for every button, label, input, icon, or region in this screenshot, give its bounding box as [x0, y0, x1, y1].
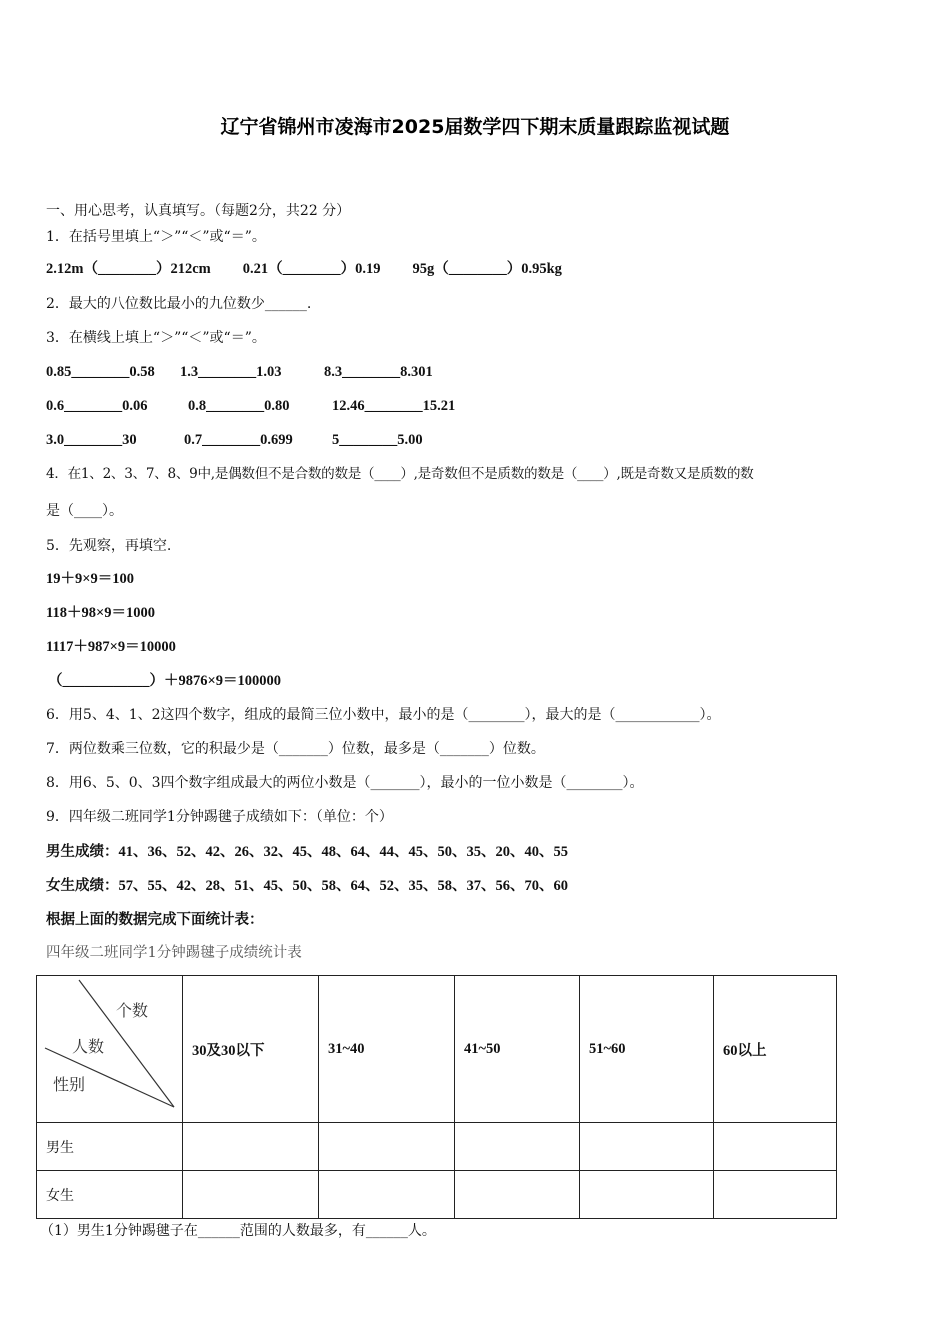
q9-subquestion-1[interactable]: （1）男生1分钟踢毽子在______范围的人数最多，有______人。 [40, 1223, 436, 1239]
q3-item[interactable]: 8.3________8.301 [324, 364, 433, 380]
corner-label-gender: 性别 [53, 1075, 86, 1094]
q3-item[interactable]: 12.46________15.21 [332, 398, 456, 414]
table-cell[interactable] [183, 1123, 319, 1171]
q3-row-2 [46, 396, 455, 416]
q3-item[interactable]: 0.6________0.06 [46, 398, 148, 414]
column-header: 51~60 [580, 976, 714, 1123]
column-header: 41~50 [455, 976, 580, 1123]
q2-text[interactable]: 2．最大的八位数比最小的九位数少______. [46, 296, 312, 312]
q9-prompt: 9．四年级二班同学1分钟踢毽子成绩如下：（单位：个） [46, 809, 393, 825]
table-caption: 四年级二班同学1分钟踢毽子成绩统计表 [46, 945, 302, 961]
q9-instruction: 根据上面的数据完成下面统计表： [46, 912, 264, 928]
q9-girls-scores [46, 876, 568, 896]
table-cell[interactable] [319, 1171, 455, 1219]
table-cell[interactable] [455, 1123, 580, 1171]
table-row-boys [37, 1123, 837, 1171]
q3-item[interactable]: 1.3________1.03 [180, 364, 282, 380]
diagonal-lines [37, 976, 182, 1122]
q9-boys-scores [46, 842, 568, 862]
table-cell[interactable] [183, 1171, 319, 1219]
row-label: 女生 [37, 1171, 183, 1219]
q3-row-3 [46, 430, 423, 450]
q7-text[interactable]: 7．两位数乘三位数，它的积最少是（_______）位数，最多是（_______）位数。 [46, 741, 545, 757]
column-header: 60以上 [714, 976, 837, 1123]
q5-fill-equation[interactable]: （____________）＋9876×9＝100000 [48, 673, 282, 689]
q3-item[interactable]: 0.8________0.80 [188, 398, 290, 414]
girls-values: 57、55、42、28、51、45、50、58、64、52、35、58、37、56、70、60 [118, 878, 568, 894]
q6-text[interactable]: 6．用5、4、1、2这四个数字，组成的最简三位小数中，最小的是（________），最大的是（____________）。 [46, 707, 721, 723]
q4-line-2[interactable]: 是（____）。 [46, 503, 123, 519]
boys-label: 男生成绩： [46, 844, 119, 860]
table-cell[interactable] [580, 1171, 714, 1219]
q1-item-2[interactable]: 0.21（________）0.19 [242, 261, 381, 277]
corner-label-people: 人数 [72, 1037, 105, 1056]
q1-item-1[interactable]: 2.12m（________）212cm [46, 261, 211, 277]
q3-prompt: 3．在横线上填上“＞”“＜”或“＝”。 [46, 330, 266, 346]
stats-table [36, 975, 837, 1219]
q3-item[interactable]: 0.85________0.58 [46, 364, 155, 380]
corner-cell [37, 976, 183, 1123]
table-cell[interactable] [580, 1123, 714, 1171]
q1-items [46, 259, 562, 279]
table-cell[interactable] [714, 1171, 837, 1219]
q1-prompt: 1．在括号里填上“＞”“＜”或“＝”。 [46, 229, 266, 245]
column-header: 30及30以下 [183, 976, 319, 1123]
q1-item-3[interactable]: 95g（________）0.95kg [412, 261, 562, 277]
section-heading: 一、用心思考，认真填写。（每题2分，共22 分） [46, 203, 351, 219]
q3-item[interactable]: 5________5.00 [332, 432, 423, 448]
table-cell[interactable] [455, 1171, 580, 1219]
table-header-row [37, 976, 837, 1123]
q3-item[interactable]: 3.0________30 [46, 432, 137, 448]
table-cell[interactable] [319, 1123, 455, 1171]
q4-line-1[interactable]: 4．在1、2、3、7、8、9中,是偶数但不是合数的数是（____）,是奇数但不是质数的数是（____）,既是奇数又是质数的数 [46, 466, 754, 482]
table-row-girls [37, 1171, 837, 1219]
q3-item[interactable]: 0.7________0.699 [184, 432, 293, 448]
q8-text[interactable]: 8．用6、5、0、3四个数字组成最大的两位小数是（_______），最小的一位小数是（________）。 [46, 775, 644, 791]
girls-label: 女生成绩： [46, 878, 119, 894]
q5-equation: 118＋98×9＝1000 [46, 605, 155, 621]
boys-values: 41、36、52、42、26、32、45、48、64、44、45、50、35、20、40、55 [118, 844, 568, 860]
q5-prompt: 5．先观察，再填空. [46, 538, 172, 554]
row-label: 男生 [37, 1123, 183, 1171]
corner-label-count: 个数 [116, 1001, 149, 1020]
q5-equation: 19＋9×9＝100 [46, 571, 135, 587]
table-cell[interactable] [714, 1123, 837, 1171]
column-header: 31~40 [319, 976, 455, 1123]
q3-row-1 [46, 362, 433, 382]
page-title: 辽宁省锦州市凌海市2025届数学四下期末质量跟踪监视试题 [220, 116, 730, 138]
q5-equation: 1117＋987×9＝10000 [46, 639, 176, 655]
